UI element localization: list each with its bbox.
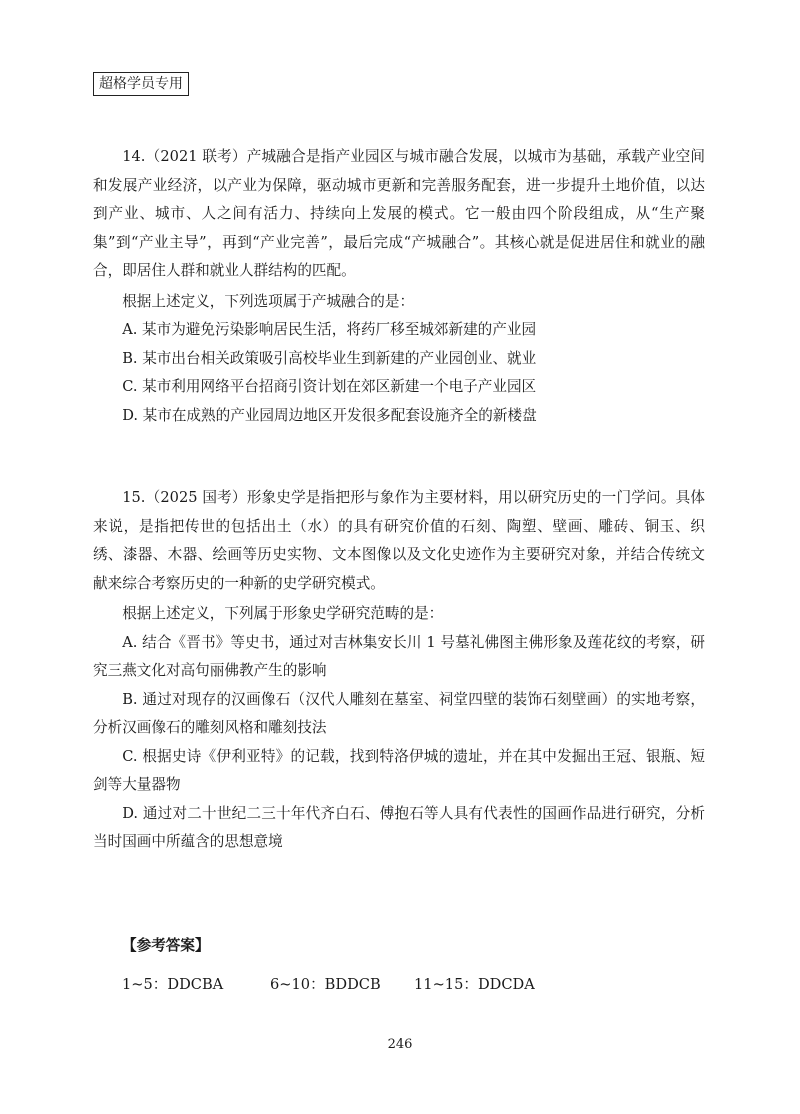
- question-stem: 15.（2025 国考）形象史学是指把形与象作为主要材料，用以研究历史的一门学问。具体来说，是指把传世的包括出土（水）的具有研究价值的石刻、陶塑、壁画、雕砖、铜玉、织绣、漆器、木器、绘画等历史实物、文本图像以及文化史迹作为主要研究对象，并结合传统文献来综合考察历史的一种新的史学研究模式。: [93, 489, 705, 592]
- answer-group-3: 11~15：DDCDA: [414, 976, 535, 993]
- option-c: C. 某市利用网络平台招商引资计划在郊区新建一个电子产业园区: [122, 378, 537, 395]
- option-a: A. 某市为避免污染影响居民生活，将药厂移至城郊新建的产业园: [122, 321, 537, 338]
- option-b: B. 某市出台相关政策吸引高校毕业生到新建的产业园创业、就业: [122, 349, 537, 367]
- answer-group-1: 1~5：DDCBA: [122, 976, 224, 993]
- question-prompt: 根据上述定义，下列选项属于产城融合的是：: [122, 292, 415, 310]
- question-stem: 14.（2021 联考）产城融合是指产业园区与城市融合发展，以城市为基础，承载产业空间和发展产业经济，以产业为保障，驱动城市更新和完善服务配套，进一步提升土地价值，以达到产业、城市、人之间有活力、持续向上发展的模式。它一般由四个阶段组成，从“生产聚集”到“产业主导”，再到“产业完善”，最后完成“产城融合”。其核心就是促进居住和就业的融合，即居住人群和就业人群结构的匹配。: [93, 148, 705, 279]
- question-14: [93, 143, 705, 430]
- option-b: B. 通过对现存的汉画像石（汉代人雕刻在墓室、祠堂四壁的装饰石刻壁画）的实地考察，分析汉画像石的雕刻风格和雕刻技法: [93, 690, 705, 736]
- option-d: D. 某市在成熟的产业园周边地区开发很多配套设施齐全的新楼盘: [122, 406, 537, 424]
- answer-key-title: 【参考答案】: [122, 937, 210, 954]
- student-only-badge: 超格学员专用: [93, 72, 189, 96]
- option-a: A. 结合《晋书》等史书，通过对吉林集安长川 1 号墓礼佛图主佛形象及莲花纹的考察，研究三燕文化对高句丽佛教产生的影响: [93, 633, 705, 679]
- option-d: D. 通过对二十世纪二三十年代齐白石、傅抱石等人具有代表性的国画作品进行研究，分析当时国画中所蕴含的思想意境: [93, 804, 705, 850]
- question-prompt: 根据上述定义，下列属于形象史学研究范畴的是：: [122, 605, 444, 622]
- question-15: [93, 484, 705, 857]
- page-number: 246: [387, 1037, 413, 1052]
- answer-group-2: 6~10：BDDCB: [270, 976, 381, 993]
- option-c: C. 根据史诗《伊利亚特》的记载，找到特洛伊城的遗址，并在其中发掘出王冠、银瓶、短剑等大量器物: [93, 747, 705, 793]
